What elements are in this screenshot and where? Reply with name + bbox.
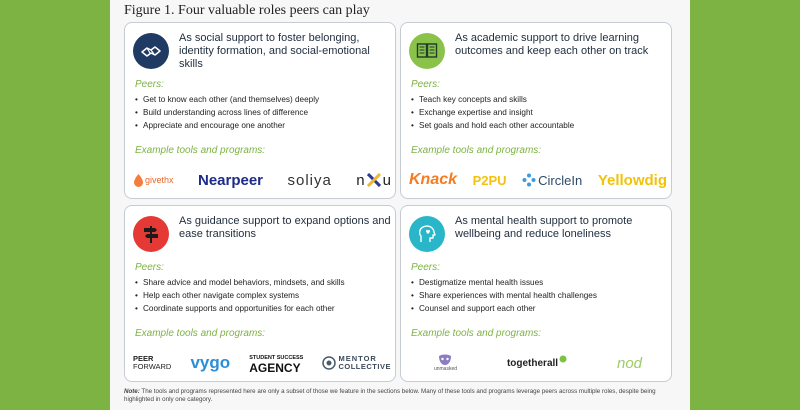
figure-page — [110, 0, 690, 410]
nexu-x-icon — [367, 173, 381, 187]
p2pu-logo: P2PU — [472, 172, 507, 188]
tools-label: Example tools and programs: — [135, 145, 266, 156]
logo-row — [133, 350, 391, 376]
unmasked-logo: unmasked — [434, 354, 457, 372]
givethx-drop-icon — [133, 173, 144, 187]
bullet-item: • Set goals and hold each other accountable — [411, 119, 669, 132]
logo-row — [409, 350, 667, 376]
mental-health-support-card — [400, 205, 672, 382]
circlein-dots-icon — [522, 173, 536, 187]
bullet-item: • Share experiences with mental health challenges — [411, 289, 669, 302]
guidance-support-card — [124, 205, 396, 382]
bullet-item: • Coordinate supports and opportunities for each other — [135, 302, 393, 315]
nexu-logo: n u — [356, 171, 391, 189]
peer-bullet-list — [411, 93, 669, 132]
soliya-logo: soliya — [287, 171, 332, 189]
card-heading: As academic support to drive learning outcomes and keep each other on track — [455, 32, 649, 57]
peer-forward-logo: PEER FORWARD — [133, 354, 172, 371]
mentor-collective-logo: MENTOR COLLECTIVE — [322, 355, 391, 371]
bullet-item: • Exchange expertise and insight — [411, 106, 669, 119]
figure-title: Figure 1. Four valuable roles peers can play — [124, 3, 370, 18]
signpost-icon — [133, 216, 169, 252]
book-icon — [409, 33, 445, 69]
bullet-item: • Build understanding across lines of difference — [135, 106, 393, 119]
bullet-item: • Teach key concepts and skills — [411, 93, 669, 106]
figure-note: Note: The tools and programs represented here are only a subset of those we feature in the sections below. Many of these tools and programs leverage peers across multiple roles, despite being highlighted in only one category. — [124, 388, 656, 403]
peers-label: Peers: — [135, 262, 164, 273]
tools-label: Example tools and programs: — [411, 145, 542, 156]
peers-label: Peers: — [411, 79, 440, 90]
bullet-item: • Get to know each other (and themselves) deeply — [135, 93, 393, 106]
mentor-circle-icon — [322, 356, 336, 370]
heart-head-icon — [409, 216, 445, 252]
togetherall-logo: togetherall — [507, 358, 567, 369]
social-support-card — [124, 22, 396, 199]
vygo-logo: vygo — [190, 353, 231, 372]
card-heading: As social support to foster belonging, identity formation, and social-emotional skills — [179, 32, 370, 70]
bullet-item: • Help each other navigate complex systems — [135, 289, 393, 302]
givethx-logo: givethx — [133, 173, 174, 187]
peers-label: Peers: — [135, 79, 164, 90]
bullet-item: • Share advice and model behaviors, mindsets, and skills — [135, 276, 393, 289]
tools-label: Example tools and programs: — [411, 328, 542, 339]
togetherall-dot-icon — [559, 355, 567, 363]
tools-label: Example tools and programs: — [135, 328, 266, 339]
knack-logo: Knack — [409, 171, 458, 188]
logo-row — [133, 167, 391, 193]
card-heading: As mental health support to promote wellbeing and reduce loneliness — [455, 215, 633, 240]
peer-bullet-list — [135, 276, 393, 315]
peer-bullet-list — [411, 276, 669, 315]
circlein-logo: CircleIn — [522, 173, 582, 188]
yellowdig-logo: Yellowdig — [597, 171, 667, 189]
bullet-item: • Appreciate and encourage one another — [135, 119, 393, 132]
handshake-icon — [133, 33, 169, 69]
student-success-agency-logo: STUDENT SUCCESS AGENCY — [249, 355, 304, 375]
nod-logo: nod — [617, 354, 643, 372]
bullet-item: • Destigmatize mental health issues — [411, 276, 669, 289]
card-heading: As guidance support to expand options and ease transitions — [179, 215, 391, 240]
peers-label: Peers: — [411, 262, 440, 273]
logo-row — [409, 167, 667, 193]
bullet-item: • Counsel and support each other — [411, 302, 669, 315]
unmasked-mask-icon — [438, 354, 452, 366]
nearpeer-logo: Nearpeer — [197, 171, 264, 189]
peer-bullet-list — [135, 93, 393, 132]
academic-support-card — [400, 22, 672, 199]
